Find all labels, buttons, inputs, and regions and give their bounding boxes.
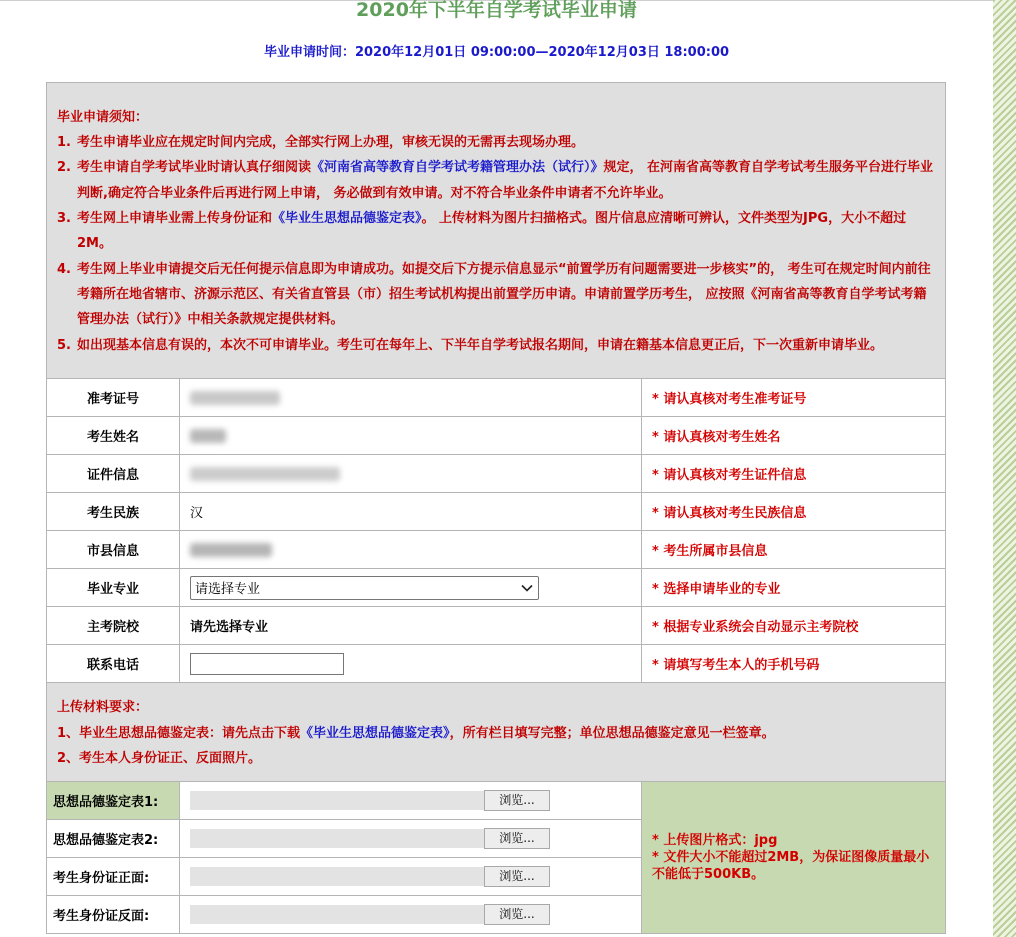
admission-no-value: [180, 379, 642, 417]
field-row-city: [47, 531, 946, 569]
notice-item-number: 2.: [57, 160, 71, 176]
browse-button[interactable]: 浏览...: [484, 866, 550, 887]
upload-row: [47, 782, 946, 820]
name-label: 考生姓名: [47, 417, 180, 455]
application-period: 毕业申请时间：2020年12月01日 09:00:00—2020年12月03日 18:00:00: [263, 45, 730, 60]
major-select[interactable]: [190, 576, 539, 600]
id-info-label: 证件信息: [47, 455, 180, 493]
upload-label: 考生身份证正面:: [47, 858, 180, 896]
city-label: 市县信息: [47, 531, 180, 569]
file-path-field[interactable]: [190, 867, 484, 886]
major-cell: [180, 569, 642, 607]
file-upload: [180, 904, 641, 925]
notice-item-text: 如出现基本信息有误的，本次不可申请毕业。考生可在每年上、下半年自学考试报名期间，申请在籍基本信息更正后，下一次重新申请毕业。: [77, 337, 884, 353]
upload-size-line: * 文件大小不能超过2MB，为保证图像质量最小不能低于500KB。: [652, 850, 930, 883]
upload-label: 考生身份证反面:: [47, 896, 180, 934]
field-row-admission-no: [47, 379, 946, 417]
ethnicity-value: 汉: [180, 493, 642, 531]
notice-item: [57, 257, 935, 333]
phone-cell: [180, 645, 642, 683]
major-select-value: 请选择专业: [195, 582, 261, 597]
redacted-city: [190, 543, 272, 557]
field-row-id-info: [47, 455, 946, 493]
upload-requirement-item: 2、考生本人身份证正、反面照片。: [57, 751, 262, 767]
field-row-name: [47, 417, 946, 455]
upload-requirement-text: 1、毕业生思想品德鉴定表：请先点击下载: [57, 725, 301, 741]
field-row-school: [47, 607, 946, 645]
upload-format-hint: [642, 782, 946, 934]
field-row-phone: [47, 645, 946, 683]
page-side-decoration: [993, 0, 1016, 937]
notice-heading: 毕业申请须知：: [57, 110, 149, 126]
upload-label: 思想品德鉴定表1:: [47, 782, 180, 820]
file-upload: [180, 828, 641, 849]
admission-no-hint: * 请认真核对考生准考证号: [642, 379, 946, 417]
redacted-name: [190, 429, 226, 443]
major-hint: * 选择申请毕业的专业: [642, 569, 946, 607]
admission-no-label: 准考证号: [47, 379, 180, 417]
file-path-field[interactable]: [190, 905, 484, 924]
notice-item: [57, 206, 935, 257]
notice-item-number: 3.: [57, 211, 71, 227]
notice-item-text: [77, 206, 935, 257]
redacted-id-info: [190, 467, 340, 481]
name-value: [180, 417, 642, 455]
id-info-hint: * 请认真核对考生证件信息: [642, 455, 946, 493]
upload-control-cell: [180, 858, 642, 896]
file-path-field[interactable]: [190, 829, 484, 848]
major-label: 毕业专业: [47, 569, 180, 607]
notice-row: [47, 83, 946, 379]
school-label: 主考院校: [47, 607, 180, 645]
upload-control-cell: [180, 782, 642, 820]
field-row-ethnicity: [47, 493, 946, 531]
notice-item-number: 4.: [57, 261, 71, 277]
upload-control-cell: [180, 820, 642, 858]
notice-item-number: 1.: [57, 135, 71, 151]
browse-button[interactable]: 浏览...: [484, 790, 550, 811]
phone-hint: * 请填写考生本人的手机号码: [642, 645, 946, 683]
notice-item-text: [77, 130, 935, 155]
browse-button[interactable]: 浏览...: [484, 828, 550, 849]
upload-requirements-heading: 上传材料要求：: [57, 700, 149, 715]
upload-requirements: [47, 683, 946, 782]
download-appraisal-form-link[interactable]: 《毕业生思想品德鉴定表》: [300, 725, 450, 741]
notice-item: [57, 130, 935, 155]
school-value: 请先选择专业: [180, 607, 642, 645]
file-upload: [180, 866, 641, 887]
notice-item-number: 5.: [57, 337, 71, 353]
application-notice: [47, 83, 946, 379]
notice-item: [57, 333, 935, 358]
notice-text: 考生申请毕业应在规定时间内完成，全部实行网上办理，审核无误的无需再去现场办理。: [77, 135, 585, 151]
upload-control-cell: [180, 896, 642, 934]
field-row-major: [47, 569, 946, 607]
page-title: 2020年下半年自学考试毕业申请: [356, 0, 637, 21]
city-hint: * 考生所属市县信息: [642, 531, 946, 569]
phone-label: 联系电话: [47, 645, 180, 683]
school-hint: * 根据专业系统会自动显示主考院校: [642, 607, 946, 645]
file-path-field[interactable]: [190, 791, 484, 810]
id-info-value: [180, 455, 642, 493]
upload-format-line: * 上传图片格式：jpg: [652, 833, 778, 849]
notice-item-text: [77, 155, 935, 206]
ethnicity-label: 考生民族: [47, 493, 180, 531]
city-value: [180, 531, 642, 569]
notice-text: 。 上传材料为图片扫描格式。图片信息应清晰可辨认，文件类型为JPG，大小不超过2M。: [77, 211, 907, 252]
ethnicity-hint: * 请认真核对考生民族信息: [642, 493, 946, 531]
phone-input[interactable]: [190, 653, 344, 675]
browse-button[interactable]: 浏览...: [484, 904, 550, 925]
moral-appraisal-form-link[interactable]: 《毕业生思想品德鉴定表》: [272, 211, 422, 227]
exam-regulation-link[interactable]: 《河南省高等教育自学考试考籍管理办法（试行）》: [311, 160, 604, 176]
notice-text: 规定， 在河南省高等教育自学考试考生服务平台进行毕业判断,确定符合毕业条件后再进行网上申请， 务必做到有效申请。对不符合毕业条件申请者不允许毕业。: [77, 160, 934, 201]
chevron-down-icon: [520, 581, 534, 595]
upload-label: 思想品德鉴定表2:: [47, 820, 180, 858]
file-upload: [180, 790, 641, 811]
name-hint: * 请认真核对考生姓名: [642, 417, 946, 455]
notice-text: 考生网上申请毕业需上传身份证和: [77, 211, 273, 227]
graduation-application-form: [46, 82, 946, 934]
upload-requirement-item: [57, 721, 935, 747]
notice-text: 考生申请自学考试毕业时请认真仔细阅读: [77, 160, 312, 176]
redacted-admission-no: [190, 391, 280, 405]
notice-item: [57, 155, 935, 206]
upload-requirement-text: ，所有栏目填写完整；单位思想品德鉴定意见一栏签章。: [449, 725, 775, 741]
notice-item-text: 考生网上毕业申请提交后无任何提示信息即为申请成功。如提交后下方提示信息显示“前置学历有问题需要进一步核实”的， 考生可在规定时间内前往考籍所在地省辖市、济源示范区、有关省直管县（市）招生考试机构提出前置学历申请。申请前置学历考生， 应按照《河南省高等教育自学考试考籍管理办法（试行）》中相关条款规定提供材料。: [77, 261, 931, 328]
upload-requirements-row: [47, 683, 946, 782]
